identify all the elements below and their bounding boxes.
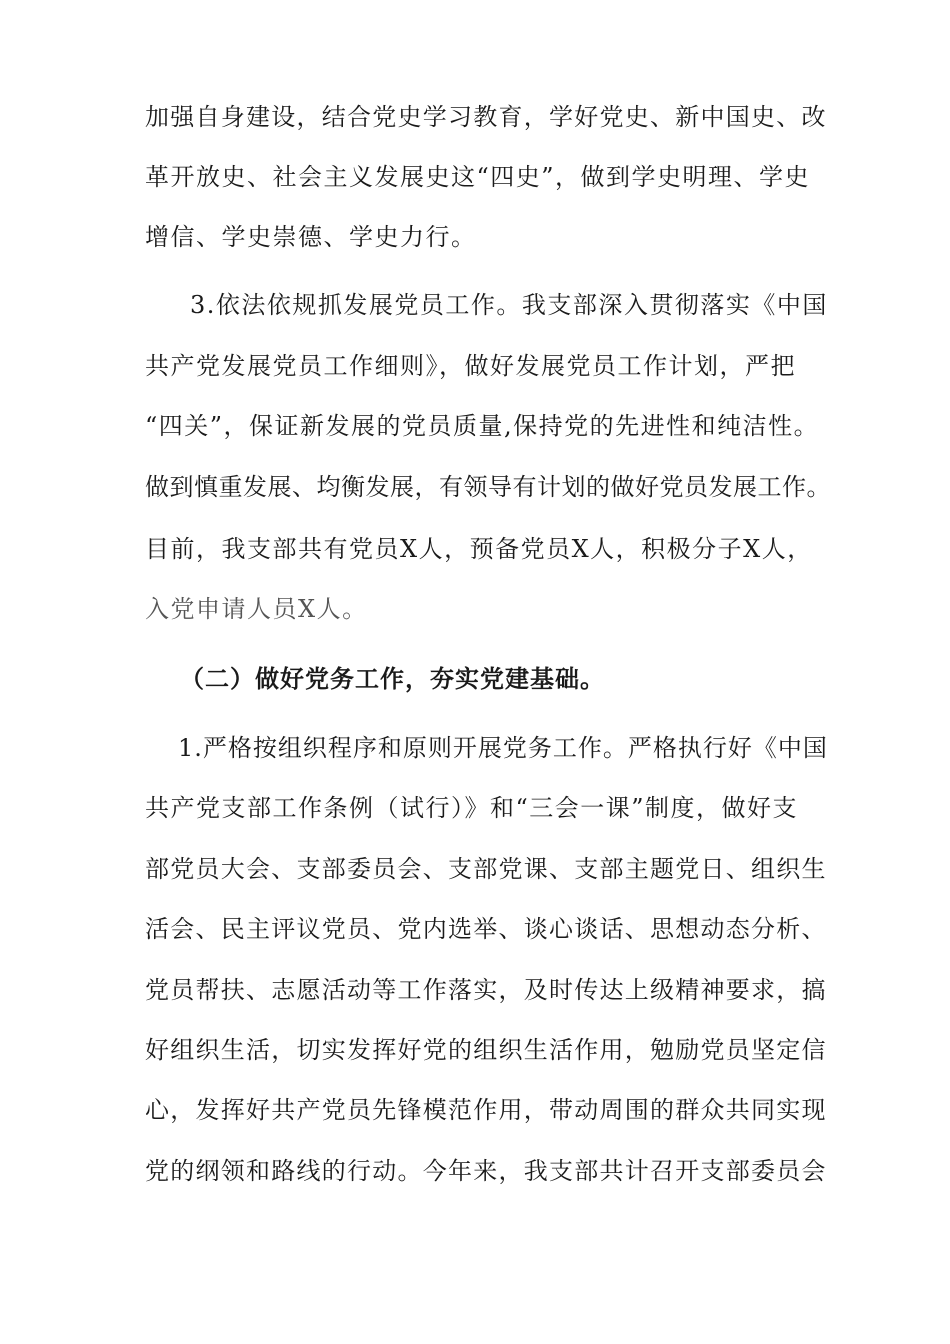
paragraph-line: 做到慎重发展、均衡发展，有领导有计划的做好党员发展工作。 <box>145 473 831 501</box>
paragraph-line: 共产党发展党员工作细则》，做好发展党员工作计划，严把 <box>145 352 796 380</box>
paragraph-line: 心，发挥好共产党员先锋模范作用，带动周围的群众共同实现 <box>145 1096 827 1124</box>
paragraph-line: 入党申请人员X人。 <box>145 595 368 623</box>
paragraph-line: 党的纲领和路线的行动。今年来，我支部共计召开支部委员会 <box>145 1157 827 1185</box>
paragraph-line: 共产党支部工作条例（试行）》和“三会一课”制度，做好支 <box>145 794 799 822</box>
paragraph-line: 增信、学史崇德、学史力行。 <box>145 223 477 251</box>
paragraph-line: “四关”，保证新发展的党员质量,保持党的先进性和纯洁性。 <box>145 412 820 440</box>
section-heading: （二）做好党务工作，夯实党建基础。 <box>180 665 605 693</box>
paragraph-line: 3.依法依规抓发展党员工作。我支部深入贯彻落实《中国 <box>190 291 828 319</box>
paragraph-line: 活会、民主评议党员、党内选举、谈心谈话、思想动态分析、 <box>145 915 827 943</box>
paragraph-line: 革开放史、社会主义发展史这“四史”，做到学史明理、学史 <box>145 163 811 191</box>
paragraph-line: 目前，我支部共有党员X人，预备党员X人，积极分子X人， <box>145 535 813 563</box>
paragraph-line: 部党员大会、支部委员会、支部党课、支部主题党日、组织生 <box>145 855 827 883</box>
paragraph-line: 党员帮扶、志愿活动等工作落实，及时传达上级精神要求，搞 <box>145 976 827 1004</box>
paragraph-line: 1.严格按组织程序和原则开展党务工作。严格执行好《中国 <box>178 734 828 762</box>
paragraph-line: 好组织生活，切实发挥好党的组织生活作用，勉励党员坚定信 <box>145 1036 827 1064</box>
paragraph-line: 加强自身建设，结合党史学习教育，学好党史、新中国史、改 <box>145 103 827 131</box>
